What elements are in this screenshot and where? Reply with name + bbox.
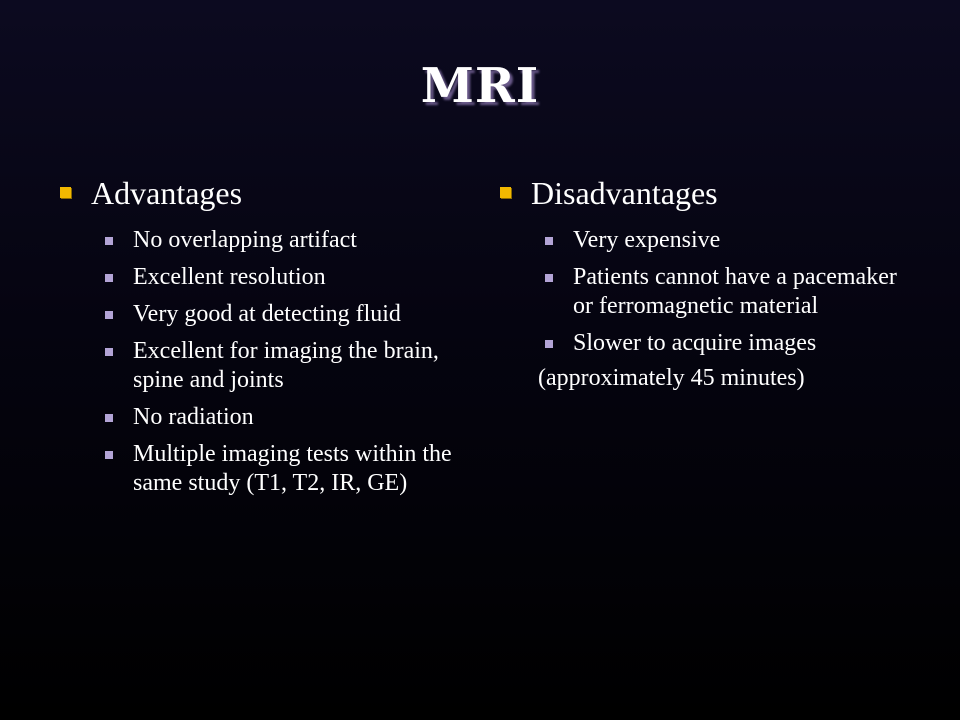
square-bullet-icon [105, 348, 113, 356]
square-bullet-icon [60, 187, 71, 198]
square-bullet-icon [105, 274, 113, 282]
square-bullet-icon [105, 451, 113, 459]
square-bullet-icon [105, 311, 113, 319]
square-bullet-icon [545, 274, 553, 282]
disadvantages-list [500, 226, 900, 358]
duration-note: (approximately 45 minutes) [538, 365, 805, 391]
advantages-column [60, 174, 460, 506]
square-bullet-icon [105, 237, 113, 245]
square-bullet-icon [105, 414, 113, 422]
list-item-text: Slower to acquire images [573, 330, 817, 356]
list-item-text: Very expensive [573, 227, 721, 253]
advantages-list [60, 226, 460, 498]
list-item [105, 263, 460, 292]
list-item [545, 329, 900, 358]
list-item [545, 263, 900, 321]
advantages-heading-text: Advantages [91, 175, 243, 211]
square-bullet-icon [545, 340, 553, 348]
disadvantages-heading [500, 174, 900, 212]
square-bullet-icon [545, 237, 553, 245]
list-item-text: Excellent for imaging the brain, spine and joints [133, 338, 439, 393]
disadvantages-heading-text: Disadvantages [531, 175, 718, 211]
list-item-text: No radiation [133, 404, 254, 430]
list-item-text: Very good at detecting fluid [133, 301, 401, 327]
list-item [105, 226, 460, 255]
list-item-text: Patients cannot have a pacemaker or ferromagnetic material [573, 264, 897, 319]
slide-title: MRI [420, 58, 540, 114]
square-bullet-icon [500, 187, 511, 198]
list-item-text: Excellent resolution [133, 264, 326, 290]
list-item [105, 403, 460, 432]
list-item-text: No overlapping artifact [133, 227, 357, 253]
advantages-heading [60, 174, 460, 212]
list-item [105, 337, 460, 395]
disadvantages-column [500, 174, 900, 393]
list-item-text: Multiple imaging tests within the same study (T1, T2, IR, GE) [133, 441, 452, 496]
list-item [105, 300, 460, 329]
list-item [545, 226, 900, 255]
list-item [105, 440, 460, 498]
